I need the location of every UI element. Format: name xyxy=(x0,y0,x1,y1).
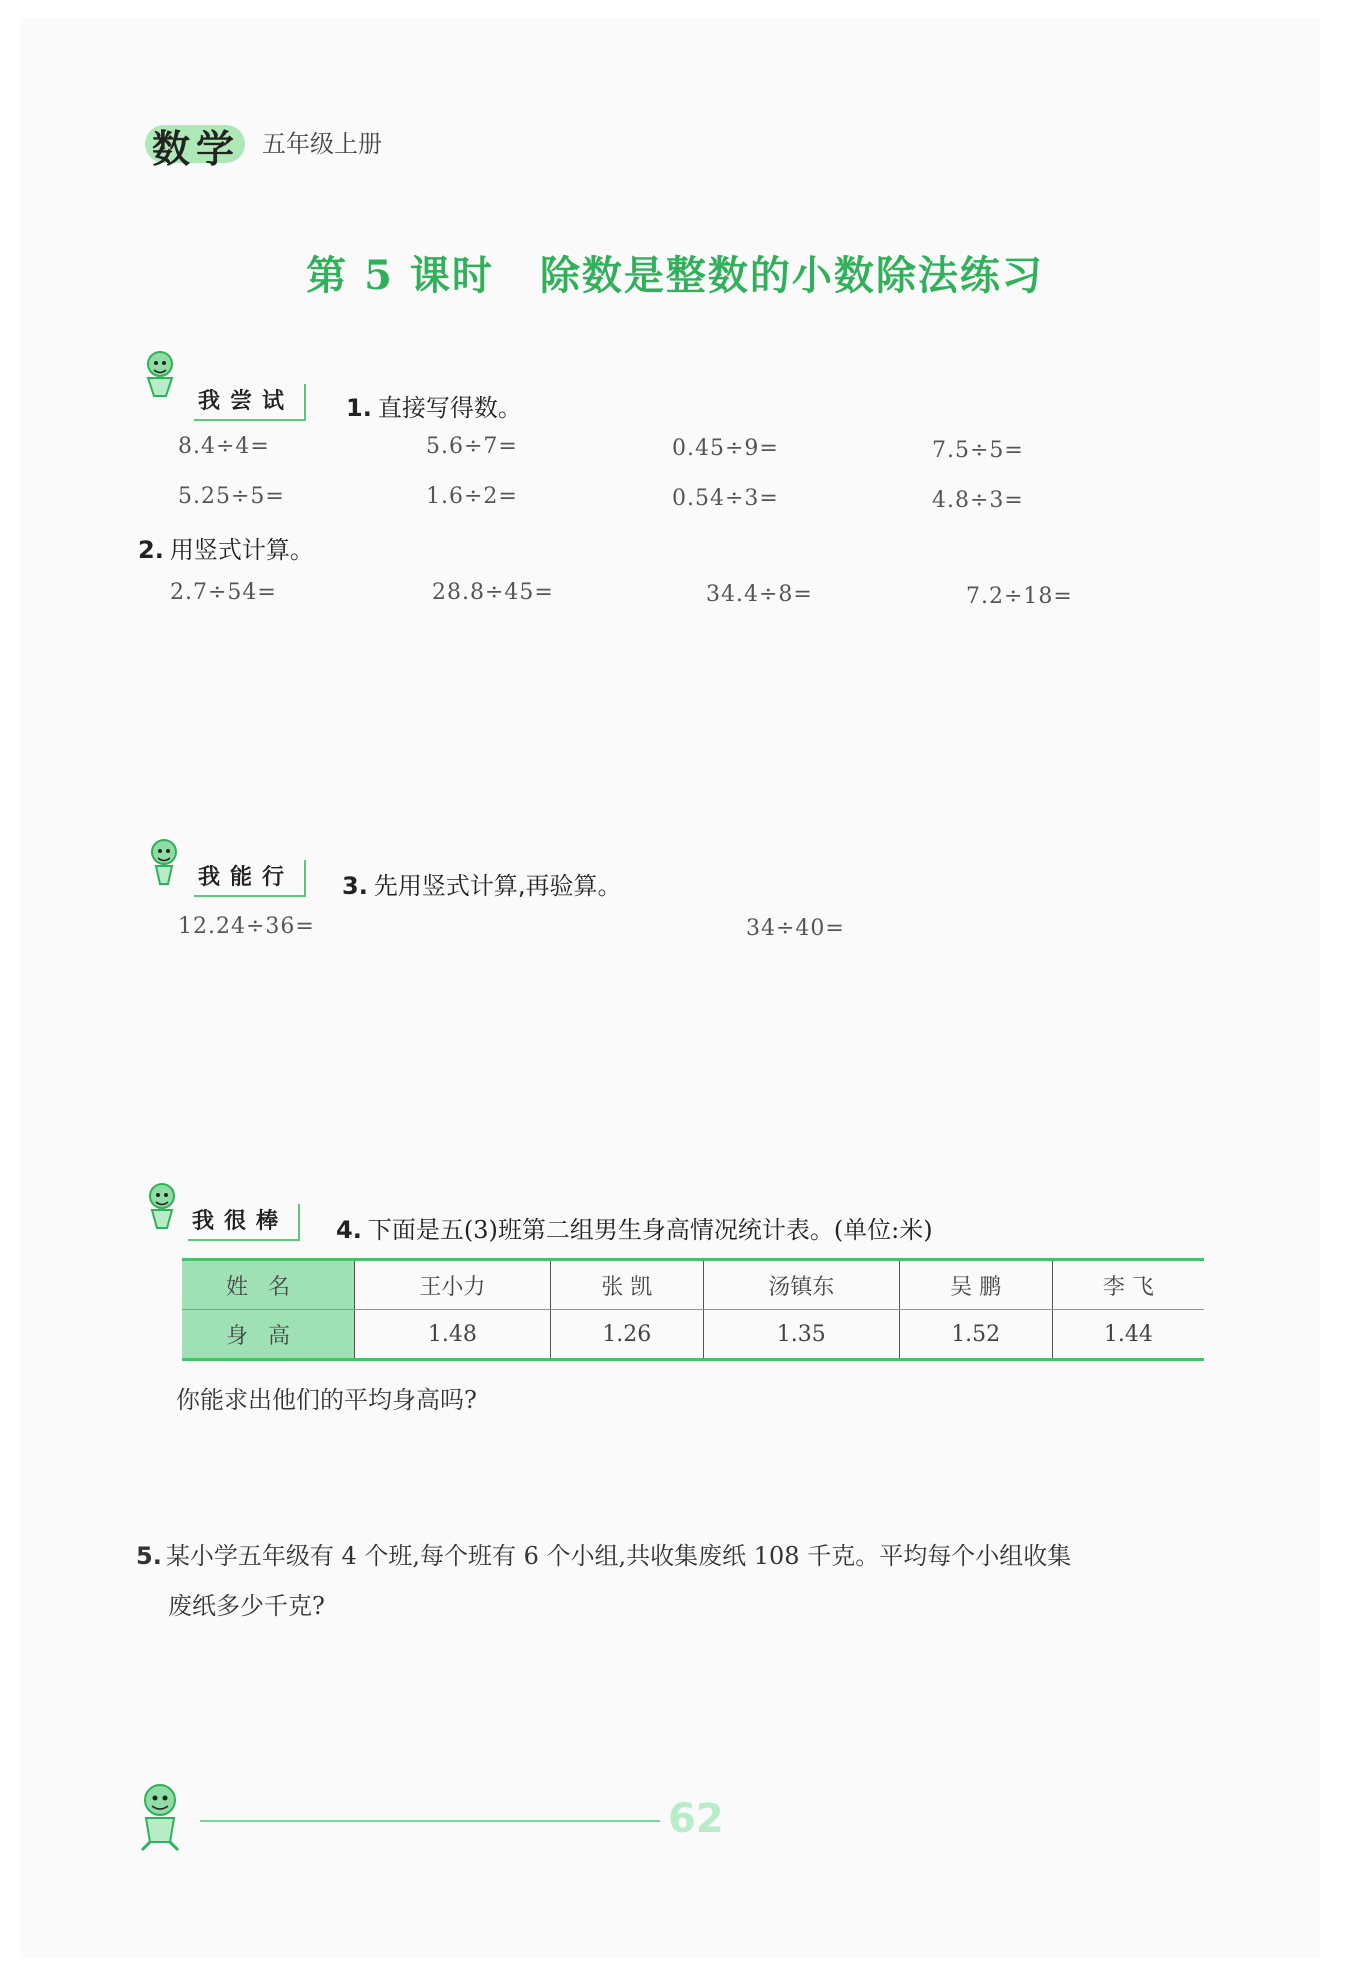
table-cell: 王小力 xyxy=(355,1260,551,1310)
question-5 xyxy=(136,1536,1071,1571)
q3-expr-1: 12.24÷36= xyxy=(178,914,315,939)
mascot-icon xyxy=(140,1180,186,1232)
mascot-icon xyxy=(142,836,188,888)
question-2-text: 用竖式计算。 xyxy=(169,536,314,564)
lesson-title xyxy=(0,244,1350,301)
question-4-prompt: 你能求出他们的平均身高吗? xyxy=(176,1386,477,1414)
table-cell: 李 飞 xyxy=(1052,1260,1204,1310)
table-cell: 张 凯 xyxy=(550,1260,703,1310)
q1-expr-1: 8.4÷4= xyxy=(178,434,270,459)
question-2 xyxy=(138,530,314,565)
page-number: 62 xyxy=(668,1796,724,1842)
q2-expr-2: 28.8÷45= xyxy=(432,580,554,605)
question-4-number: 4. xyxy=(336,1216,362,1244)
question-4-text: 下面是五(3)班第二组男生身高情况统计表。(单位:米) xyxy=(367,1216,933,1244)
question-5-line-2: 废纸多少千克? xyxy=(168,1592,325,1620)
question-5-number: 5. xyxy=(136,1542,162,1570)
q1-expr-5: 5.25÷5= xyxy=(178,484,285,509)
q1-expr-7: 0.54÷3= xyxy=(672,486,779,511)
q1-expr-4: 7.5÷5= xyxy=(932,438,1024,463)
q2-expr-1: 2.7÷54= xyxy=(170,580,277,605)
table-cell: 1.48 xyxy=(355,1310,551,1360)
section-label-can: 我能行 xyxy=(194,860,306,897)
question-1 xyxy=(346,388,522,423)
q3-expr-2: 34÷40= xyxy=(746,916,845,941)
q1-expr-3: 0.45÷9= xyxy=(672,436,779,461)
question-3-number: 3. xyxy=(342,872,368,900)
question-2-number: 2. xyxy=(138,536,164,564)
q2-expr-3: 34.4÷8= xyxy=(706,582,813,607)
height-table xyxy=(182,1258,1204,1361)
table-row xyxy=(182,1260,1204,1310)
q1-expr-6: 1.6÷2= xyxy=(426,484,518,509)
mascot-icon xyxy=(138,348,184,400)
question-3-text: 先用竖式计算,再验算。 xyxy=(373,872,622,900)
q2-expr-4: 7.2÷18= xyxy=(966,584,1073,609)
grade-label: 五年级上册 xyxy=(262,130,382,158)
question-4 xyxy=(336,1210,933,1245)
footer-mascot-icon xyxy=(130,1780,192,1852)
lesson-number: 第 5 课时 xyxy=(306,252,494,299)
table-cell: 1.52 xyxy=(899,1310,1052,1360)
question-3 xyxy=(342,866,621,901)
workbook-page xyxy=(20,18,1320,1958)
footer-rule xyxy=(200,1820,660,1822)
table-cell: 吴 鹏 xyxy=(899,1260,1052,1310)
table-cell: 1.44 xyxy=(1052,1310,1204,1360)
question-5-line-1: 某小学五年级有 4 个班,每个班有 6 个小组,共收集废纸 108 千克。平均每个小组收集 xyxy=(165,1542,1072,1570)
row-header-name: 姓名 xyxy=(182,1260,355,1310)
table-cell: 1.35 xyxy=(703,1310,899,1360)
table-cell: 汤镇东 xyxy=(703,1260,899,1310)
lesson-topic: 除数是整数的小数除法练习 xyxy=(539,252,1044,299)
question-1-text: 直接写得数。 xyxy=(377,394,522,422)
row-header-height: 身高 xyxy=(182,1310,355,1360)
section-label-great: 我很棒 xyxy=(188,1204,300,1241)
table-cell: 1.26 xyxy=(550,1310,703,1360)
q1-expr-2: 5.6÷7= xyxy=(426,434,518,459)
section-label-try: 我尝试 xyxy=(194,384,306,421)
question-1-number: 1. xyxy=(346,394,372,422)
q1-expr-8: 4.8÷3= xyxy=(932,488,1024,513)
table-row xyxy=(182,1310,1204,1360)
subject-title: 数学 xyxy=(152,127,241,171)
